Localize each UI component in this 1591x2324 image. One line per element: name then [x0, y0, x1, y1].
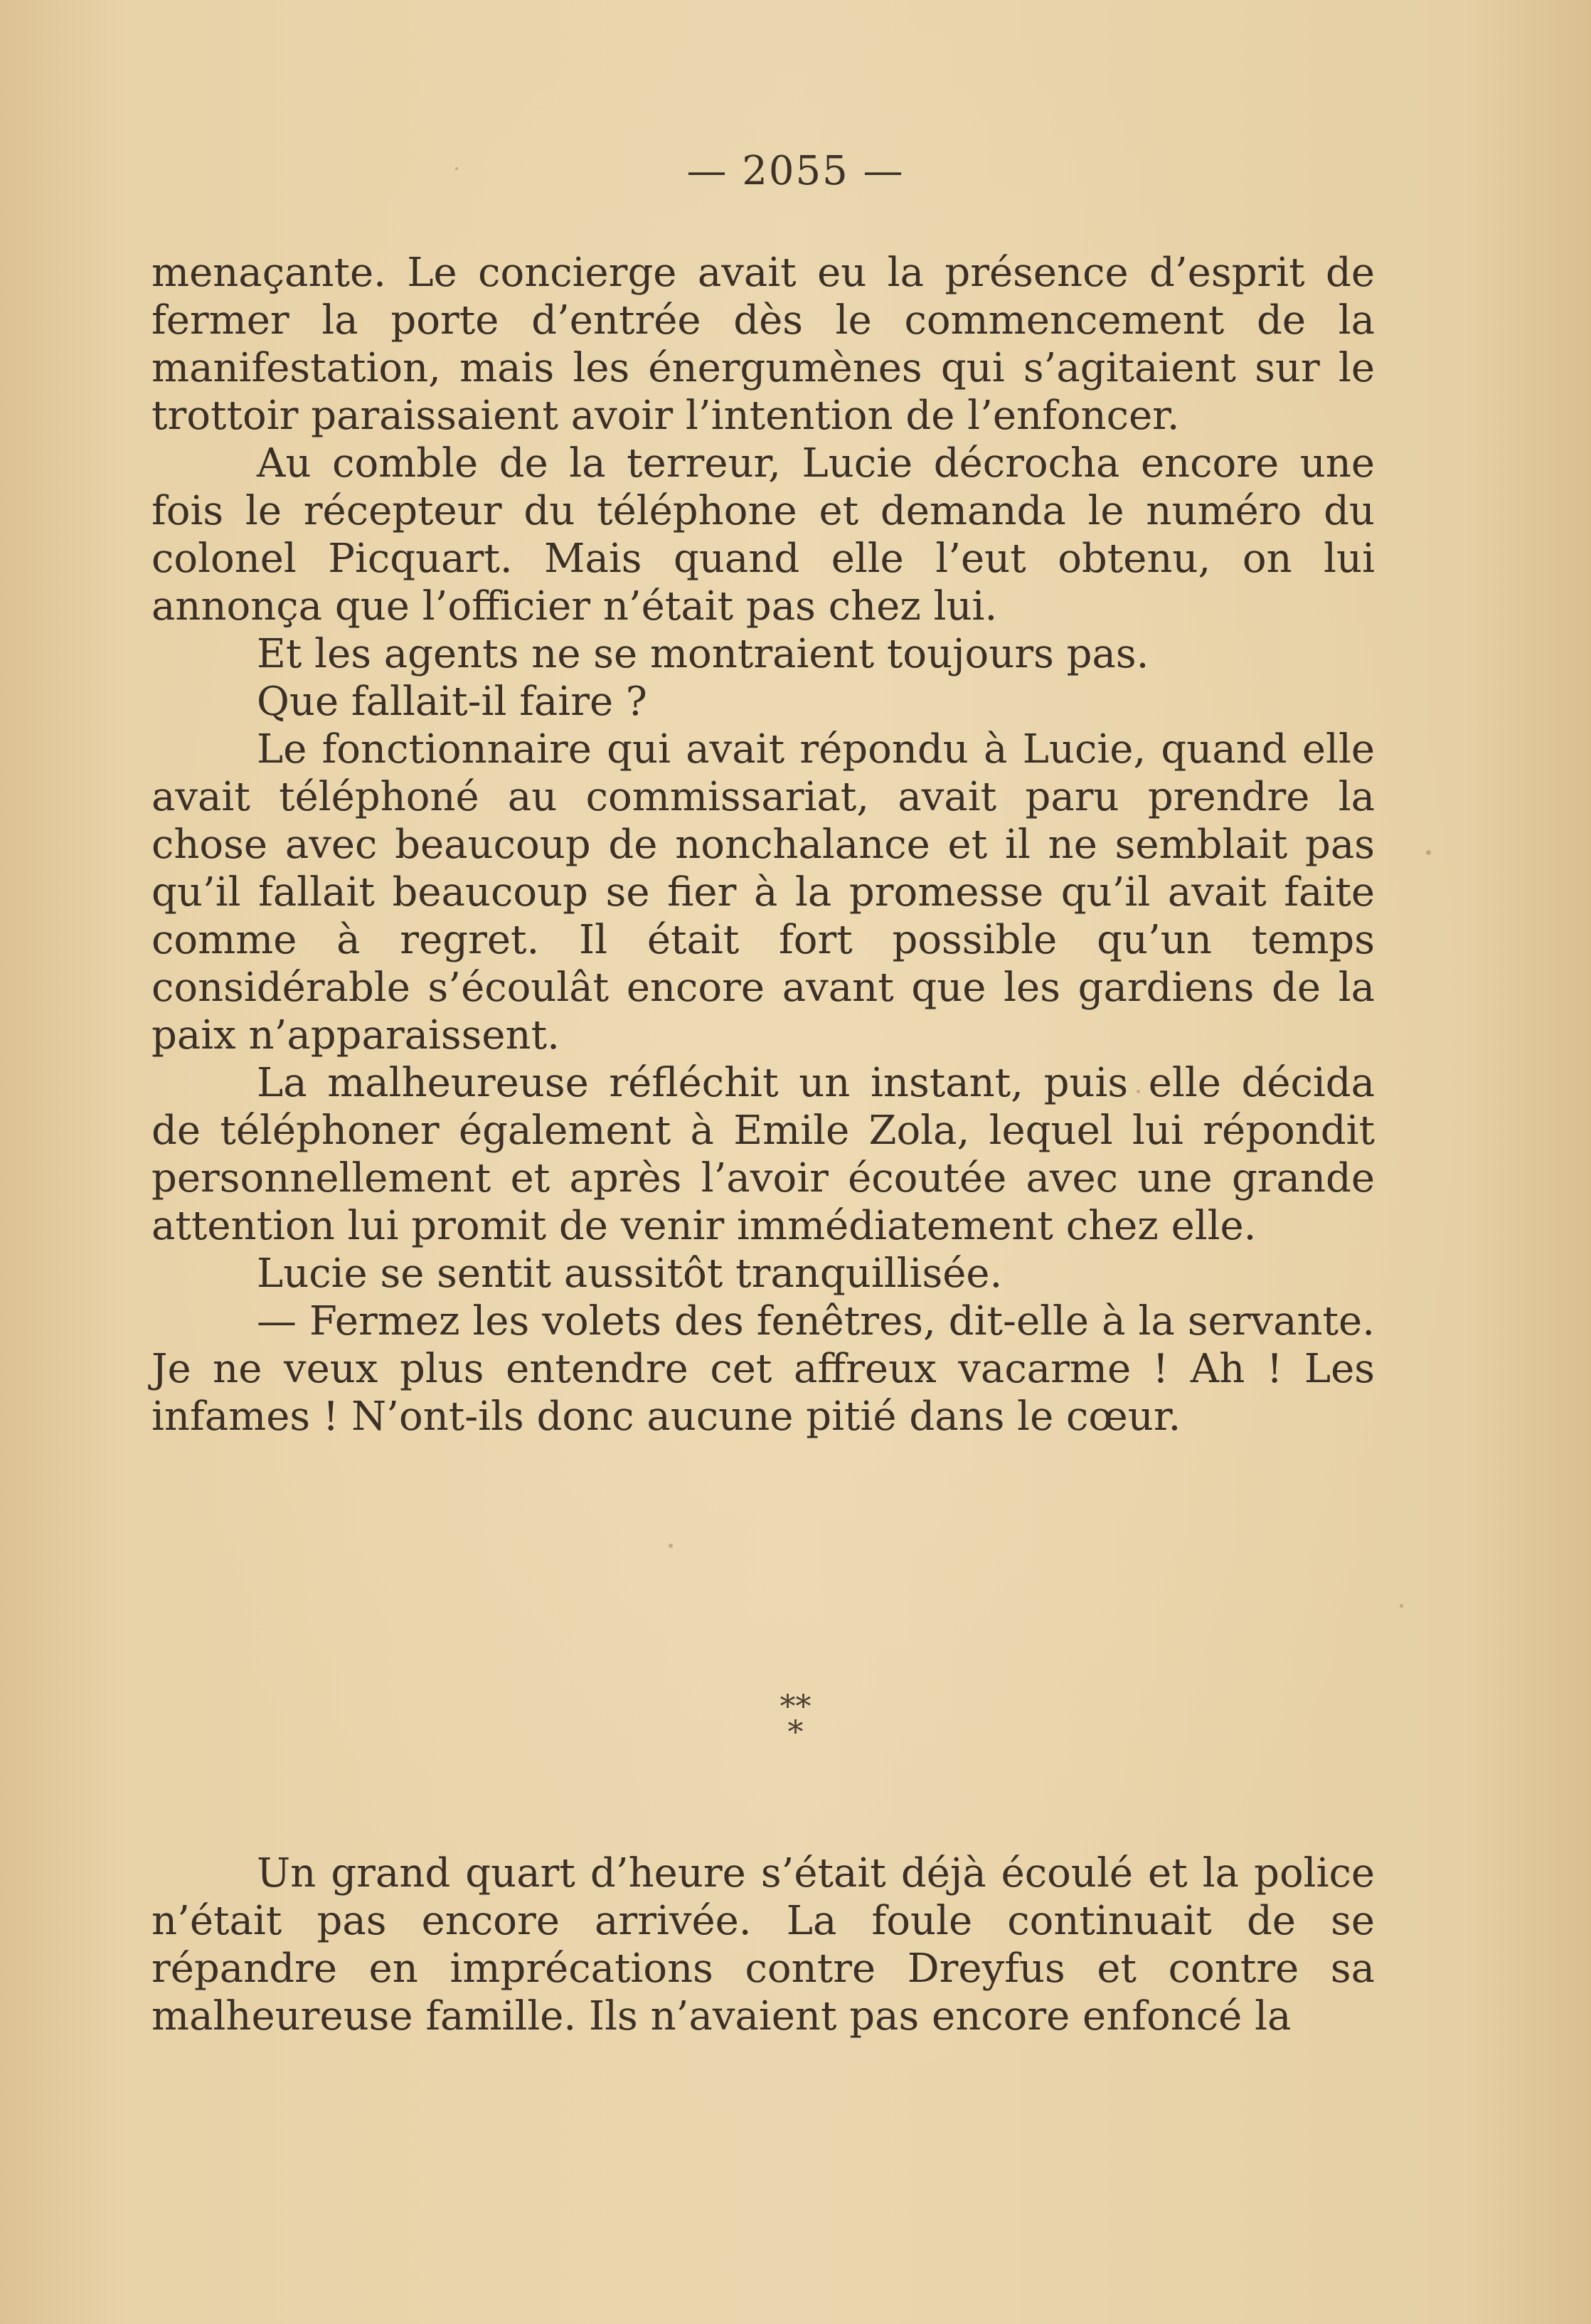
paragraph: Le fonctionnaire qui avait répondu à Lucie, quand elle avait téléphoné au commissariat, avait paru prendre la chose avec beaucoup de nonchalance et il ne semblait pas qu’il fallait beaucoup se fier à la promesse qu’il avait faite comme à regret. Il était fort possible qu’un temps considérable s’écoulât encore avant que les gardiens de la paix n’apparaissent.: [151, 726, 1375, 1058]
section-break-asterism: [0, 1689, 1591, 1751]
page-number-header: — 2055 —: [686, 148, 905, 194]
foxing-spot: [669, 1544, 673, 1548]
main-text: [151, 249, 1375, 1440]
paragraph: Lucie se sentit aussitôt tranquillisée.: [257, 1251, 1003, 1297]
foxing-spot: [1426, 850, 1431, 855]
section-two-text: [151, 1850, 1375, 2040]
paragraph: La malheureuse réfléchit un instant, puis elle décida de téléphoner également à Emile Zola, lequel lui répondit personnellement et après l’avoir écoutée avec une grande attention lui promit de venir immédiatement chez elle.: [151, 1060, 1375, 1249]
dialogue-paragraph: — Fermez les volets des fenêtres, dit-elle à la servante. Je ne veux plus entendre cet affreux vacarme ! Ah ! Les infames ! N’ont-ils donc aucune pitié dans le cœur.: [151, 1298, 1375, 1440]
foxing-spot: [1400, 1604, 1403, 1608]
paragraph: Un grand quart d’heure s’était déjà écoulé et la police n’était pas encore arrivée. La foule continuait de se répandre en imprécations contre Dreyfus et contre sa malheureuse famille. Ils n’avaient pas encore enfoncé la: [151, 1850, 1375, 2039]
paragraph: Que fallait-il faire ?: [257, 679, 647, 725]
paragraph: Et les agents ne se montraient toujours pas.: [257, 631, 1149, 677]
asterism-top: **: [779, 1689, 812, 1725]
asterism-bottom: *: [787, 1714, 804, 1751]
paragraph: Au comble de la terreur, Lucie décrocha encore une fois le récepteur du téléphone et demanda le numéro du colonel Picquart. Mais quand elle l’eut obtenu, on lui annonça que l’officier n’était pas chez lui.: [151, 440, 1375, 630]
paragraph-continued: menaçante. Le concierge avait eu la présence d’esprit de fermer la porte d’entrée dès le commencement de la manifestation, mais les énergumènes qui s’agitaient sur le trottoir paraissaient avoir l’intention de l’enfoncer.: [151, 250, 1375, 439]
